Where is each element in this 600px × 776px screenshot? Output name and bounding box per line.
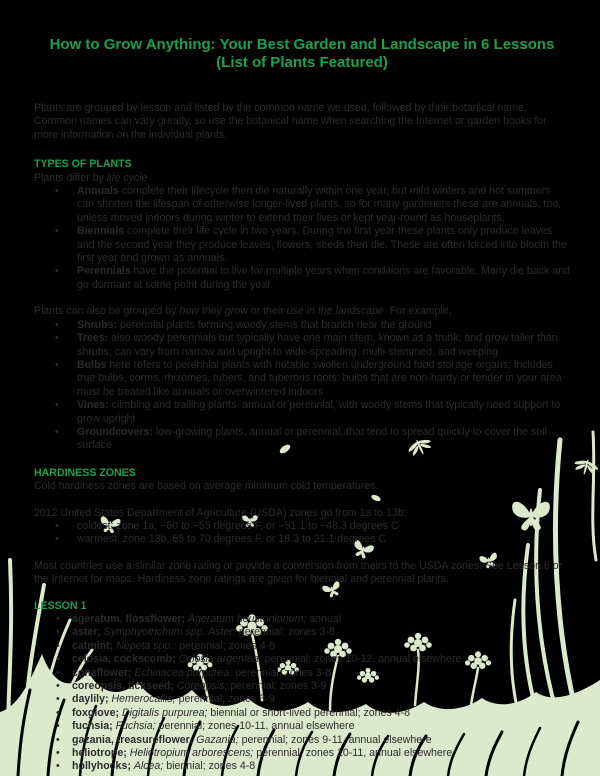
plant-item [72, 693, 570, 706]
hardiness-p2: 2012 United States Department of Agriculture (USDA) zones go from 1a to 13b: [34, 506, 407, 519]
plant-info: perennial; zones 4-8 [176, 639, 276, 652]
lead-italic-text: use in the landscape [286, 305, 384, 318]
section-heading-types-of-plants: TYPES OF PLANTS [34, 158, 132, 171]
plant-item [72, 613, 570, 626]
definition: perennial plants forming woody stems that branch near the ground [117, 318, 432, 331]
definition: climbing and trailing plants, annual or perennial, with woody stems that typically need support to grow upright [77, 399, 561, 425]
common-name: foxglove; [72, 706, 123, 719]
hardiness-p3: Most countries use a similar zone rating or provide a conversion from theirs to the USDA zones. See Lesson 6 or the Internet for maps. Hardiness zone ratings are given for biennial and perennial plants. [34, 559, 563, 586]
page-title-line1: How to Grow Anything: Your Best Garden and Landscape in 6 Lessons [49, 36, 555, 53]
zone-extremes-list [34, 520, 570, 547]
lead-text: Plants differ by [34, 171, 107, 184]
lesson1-plant-list [34, 613, 570, 774]
common-name: coreopsis, tickseed; [72, 680, 177, 693]
page-title-line2: (List of Plants Featured) [216, 54, 388, 71]
definition: complete their life cycle in two years. During the first year these plants only produce leaves and the second year they produce leaves, flowers, seeds then die. These are often forced into bloom the first year and grown as annuals. [77, 225, 567, 265]
definition: here refers to perennial plants with notable swollen underground food storage organs; includes true bulbs, corms, rhizomes, tubers, and tuberous roots; bulbs that are non-hardy or tender in your area must be treated like annuals or overwintered indoors [77, 358, 562, 398]
life-cycle-list [34, 185, 570, 292]
botanical-name: Echinacea purpurea; [134, 666, 233, 679]
plant-item [72, 734, 570, 747]
plant-info: biennial or short-lived perennial; zones 4-8 [207, 706, 410, 719]
botanical-name: Celosia argentea; [178, 653, 262, 666]
grouping-lead [34, 305, 570, 318]
term: Biennials [77, 225, 125, 238]
plant-info: perennial; zones 9-11, annual elsewhere [238, 733, 432, 746]
term: Shrubs: [77, 318, 118, 331]
term: Groundcovers: [77, 425, 153, 438]
page-title [34, 36, 570, 72]
definition: also woody perennials but typically have one main stem, known as a trunk, and grow taller than shrubs; can vary from narrow and upright to wide-spreading, multi-stemmed, and weeping [77, 332, 558, 358]
list-item [77, 332, 570, 359]
lead-text: Plants can also be grouped by [34, 305, 180, 318]
plant-item [72, 707, 570, 720]
plant-info: perennial; zones 10-11, annual elsewhere [253, 747, 453, 760]
common-name: catmint; [72, 639, 117, 652]
plant-info: perennial; zones 10-12, annual elsewhere [261, 653, 462, 666]
botanical-name: Heliotropium arborescens; [129, 747, 254, 760]
plant-item [72, 653, 570, 666]
grouping-list [34, 319, 570, 453]
term: Vines: [77, 399, 109, 412]
lead-text: . For example, [383, 305, 452, 318]
plant-info: annual [306, 613, 342, 625]
definition: have the potential to live for multiple years when conditions are favorable. Many die back and go dormant at some point during the year. [77, 265, 570, 291]
botanical-name: Hemerocallis; [111, 693, 176, 706]
plant-info: perennial; zones 3-9 [227, 680, 327, 693]
botanical-name: Coreopsis; [176, 680, 228, 693]
botanical-name: Symphyotrichum spp. Aster; [103, 626, 236, 639]
term: Bulbs [77, 358, 107, 371]
term: Trees: [77, 332, 109, 345]
intro-paragraph: Plants are grouped by lesson and listed by the common name we used, followed by their botanical name. Common names can vary greatly, so use the botanical name when searching the Internet or garden books for more information on the individual plants. [34, 102, 547, 141]
list-item: • coldest: zone 1a, −60 to −55 degrees F, or −51.1 to −48.3 degrees C [77, 520, 570, 533]
list-item [77, 265, 570, 292]
plant-info: perennial; zones 10-11, annual elsewhere [155, 720, 355, 733]
definition: low-growing plants, annual or perennial, that tend to spread quickly to cover the soil surface [77, 425, 547, 452]
plant-item [72, 667, 570, 680]
botanical-name: Fuchsia; [115, 720, 156, 733]
plant-item [72, 680, 570, 693]
lead-italic-text: life cycle [106, 171, 148, 184]
list-item [77, 225, 570, 265]
common-name: gazania, treasureflower; [72, 733, 197, 746]
term: Perennials [77, 265, 131, 278]
plant-info: perennial; zones 3-8 [235, 626, 335, 639]
common-name: aster; [72, 626, 104, 639]
botanical-name: Digitalis purpurea; [122, 706, 208, 719]
common-name: heliotrope; [72, 747, 130, 760]
list-item [77, 359, 570, 399]
section-heading-lesson-1: LESSON 1 [34, 599, 87, 612]
types-lead [34, 172, 570, 185]
common-name: daylily; [72, 693, 112, 706]
section-heading-hardiness-zones: HARDINESS ZONES [34, 466, 136, 479]
plant-item [72, 720, 570, 733]
botanical-name: Gazania; [196, 733, 239, 746]
term: Annuals [77, 185, 119, 198]
lead-italic-text: how they grow [179, 305, 248, 318]
common-name: fuchsia; [72, 720, 116, 733]
plant-item [72, 640, 570, 653]
list-item [77, 426, 570, 453]
common-name: ageratum, flossflower; [72, 613, 188, 625]
common-name: hollyhocks; [72, 760, 134, 773]
plant-item [72, 760, 570, 773]
botanical-name: Ageratum houstonianum; [187, 613, 307, 625]
list-item [77, 185, 570, 225]
plant-item [72, 747, 570, 760]
list-item: • warmest: zone 13b, 65 to 70 degrees F, or 18.3 to 21.1 degrees C [77, 533, 570, 546]
botanical-name: Nepeta spp.; [116, 639, 177, 652]
hardiness-p1: Cold hardiness zones are based on average minimum cold temperatures. [34, 480, 379, 493]
botanical-name: Alcea; [133, 760, 164, 773]
list-item [77, 319, 570, 332]
plant-info: perennial; zones 3-9 [175, 693, 275, 706]
common-name: coneflower; [72, 666, 135, 679]
definition: complete their lifecycle then die naturally within one year, but mild winters and hot summers can shorten the lifespan of otherwise longer-lived plants, so for many gardeners these are annuals, too, unless moved indoors during winter to extend their lives or kept year-round as houseplants. [77, 185, 562, 224]
plant-info: biennial; zones 4-8 [163, 760, 256, 773]
common-name: celosia, cockscomb; [72, 653, 179, 666]
list-item [77, 399, 570, 426]
lead-text: or their [247, 305, 287, 318]
plant-item [72, 626, 570, 639]
plant-info: perennial; zones 3-8 [232, 666, 332, 679]
